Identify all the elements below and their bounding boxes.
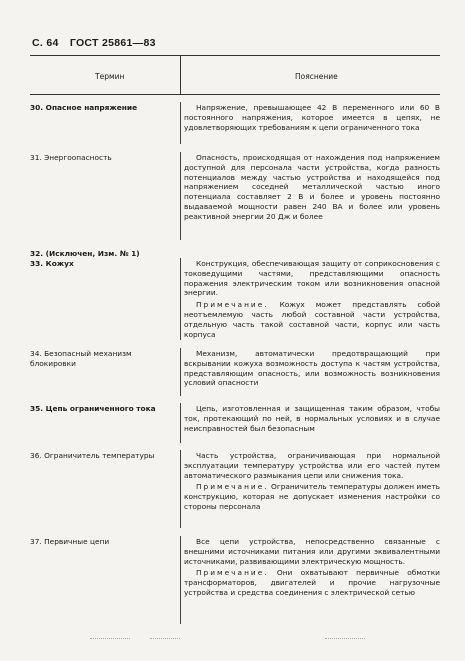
note-33: [184, 300, 440, 339]
note-37-text: Они охватывают первичные обмотки трансформаторов, двигателей и прочие нагрузочные устройства и средства соединения с электрической сетью: [184, 568, 440, 597]
term-31: 31. Энергоопасность: [30, 153, 112, 162]
page-number: С. 64: [32, 37, 59, 49]
footer-mark: [150, 638, 180, 640]
note-33-text: Кожух может представлять собой неотъемлемую часть любой составной части устройства, отдельную часть такой составной части, корпус или часть корпуса: [184, 300, 440, 339]
definition-37: [184, 537, 440, 598]
column-header-term: Термин: [95, 72, 125, 81]
page-header: [32, 37, 156, 49]
definition-marker: [180, 536, 181, 624]
note-label: Примечание.: [196, 482, 269, 492]
definition-marker: [180, 102, 181, 144]
definition-37-text: Все цепи устройства, непосредственно связанные с внешними источниками питания или другими эквивалентными источниками, развивающими электрическую мощность.: [184, 537, 440, 566]
note-36: [184, 482, 440, 511]
definition-33-text: Конструкция, обеспечивающая защиту от соприкосновения с токоведущими частями, представляющими опасность поражения электрическим током или возникновения опасной энергии.: [184, 259, 440, 298]
definition-36: [184, 451, 440, 512]
definition-34: Механизм, автоматически предотвращающий при вскрывании кожуха возможность доступа к частям устройства, представляющим опасность, или возможность возникновения условий опасности: [184, 349, 440, 388]
note-label: Примечание.: [196, 568, 269, 578]
definition-marker: [180, 450, 181, 528]
column-header-explanation: Пояснение: [295, 72, 338, 81]
term-30: 30. Опасное напряжение: [30, 103, 138, 112]
footer-mark: [325, 638, 365, 640]
definition-30: Напряжение, превышающее 42 В переменного или 60 В постоянного напряжения, которое имеется в цепях, не удовлетворяющих требованиям к цепи ограниченного тока: [184, 103, 440, 132]
term-34: 34. Безопасный механизм блокировки: [30, 349, 132, 368]
column-divider: [180, 56, 181, 94]
note-36-text: Ограничитель температуры должен иметь конструкцию, которая не допускает изменения настройки со стороны персонала: [184, 482, 440, 511]
term-36: 36. Ограничитель температуры: [30, 451, 155, 460]
footer-mark: [90, 638, 130, 640]
definition-35: Цепь, изготовленная и защищенная таким образом, чтобы ток, протекающий по ней, в нормальных условиях и в случае неисправностей был безопасным: [184, 404, 440, 433]
definition-marker: [180, 348, 181, 396]
note-label: Примечание.: [196, 300, 269, 310]
definition-33: [184, 259, 440, 339]
table-header-rule: [30, 94, 440, 95]
note-37: [184, 568, 440, 597]
term-37: 37. Первичные цепи: [30, 537, 110, 546]
definition-marker: [180, 152, 181, 240]
definition-marker: [180, 403, 181, 443]
definition-36-text: Часть устройства, ограничивающая при нормальной эксплуатации температуру устройства или его частей путем автоматического размыкания цепи или снижения тока.: [184, 451, 440, 480]
standard-code: ГОСТ 25861—83: [69, 37, 156, 49]
term-33: 33. Кожух: [30, 259, 74, 268]
term-32-removed: 32. (Исключен, Изм. № 1): [30, 249, 140, 258]
table-top-rule: [30, 55, 440, 56]
definition-marker: [180, 258, 181, 340]
definition-31: Опасность, происходящая от нахождения под напряжением доступной для персонала части устройства, когда разность потенциалов между частью устройства и находящейся под напряжением соседней металлической частью иного потенциала составляет 2 В и более и уровень постоянно выдаваемой мощности равен 240 ВА и более или уровень реактивной энергии 20 Дж и более: [184, 153, 440, 221]
term-35: 35. Цепь ограниченного тока: [30, 404, 156, 413]
